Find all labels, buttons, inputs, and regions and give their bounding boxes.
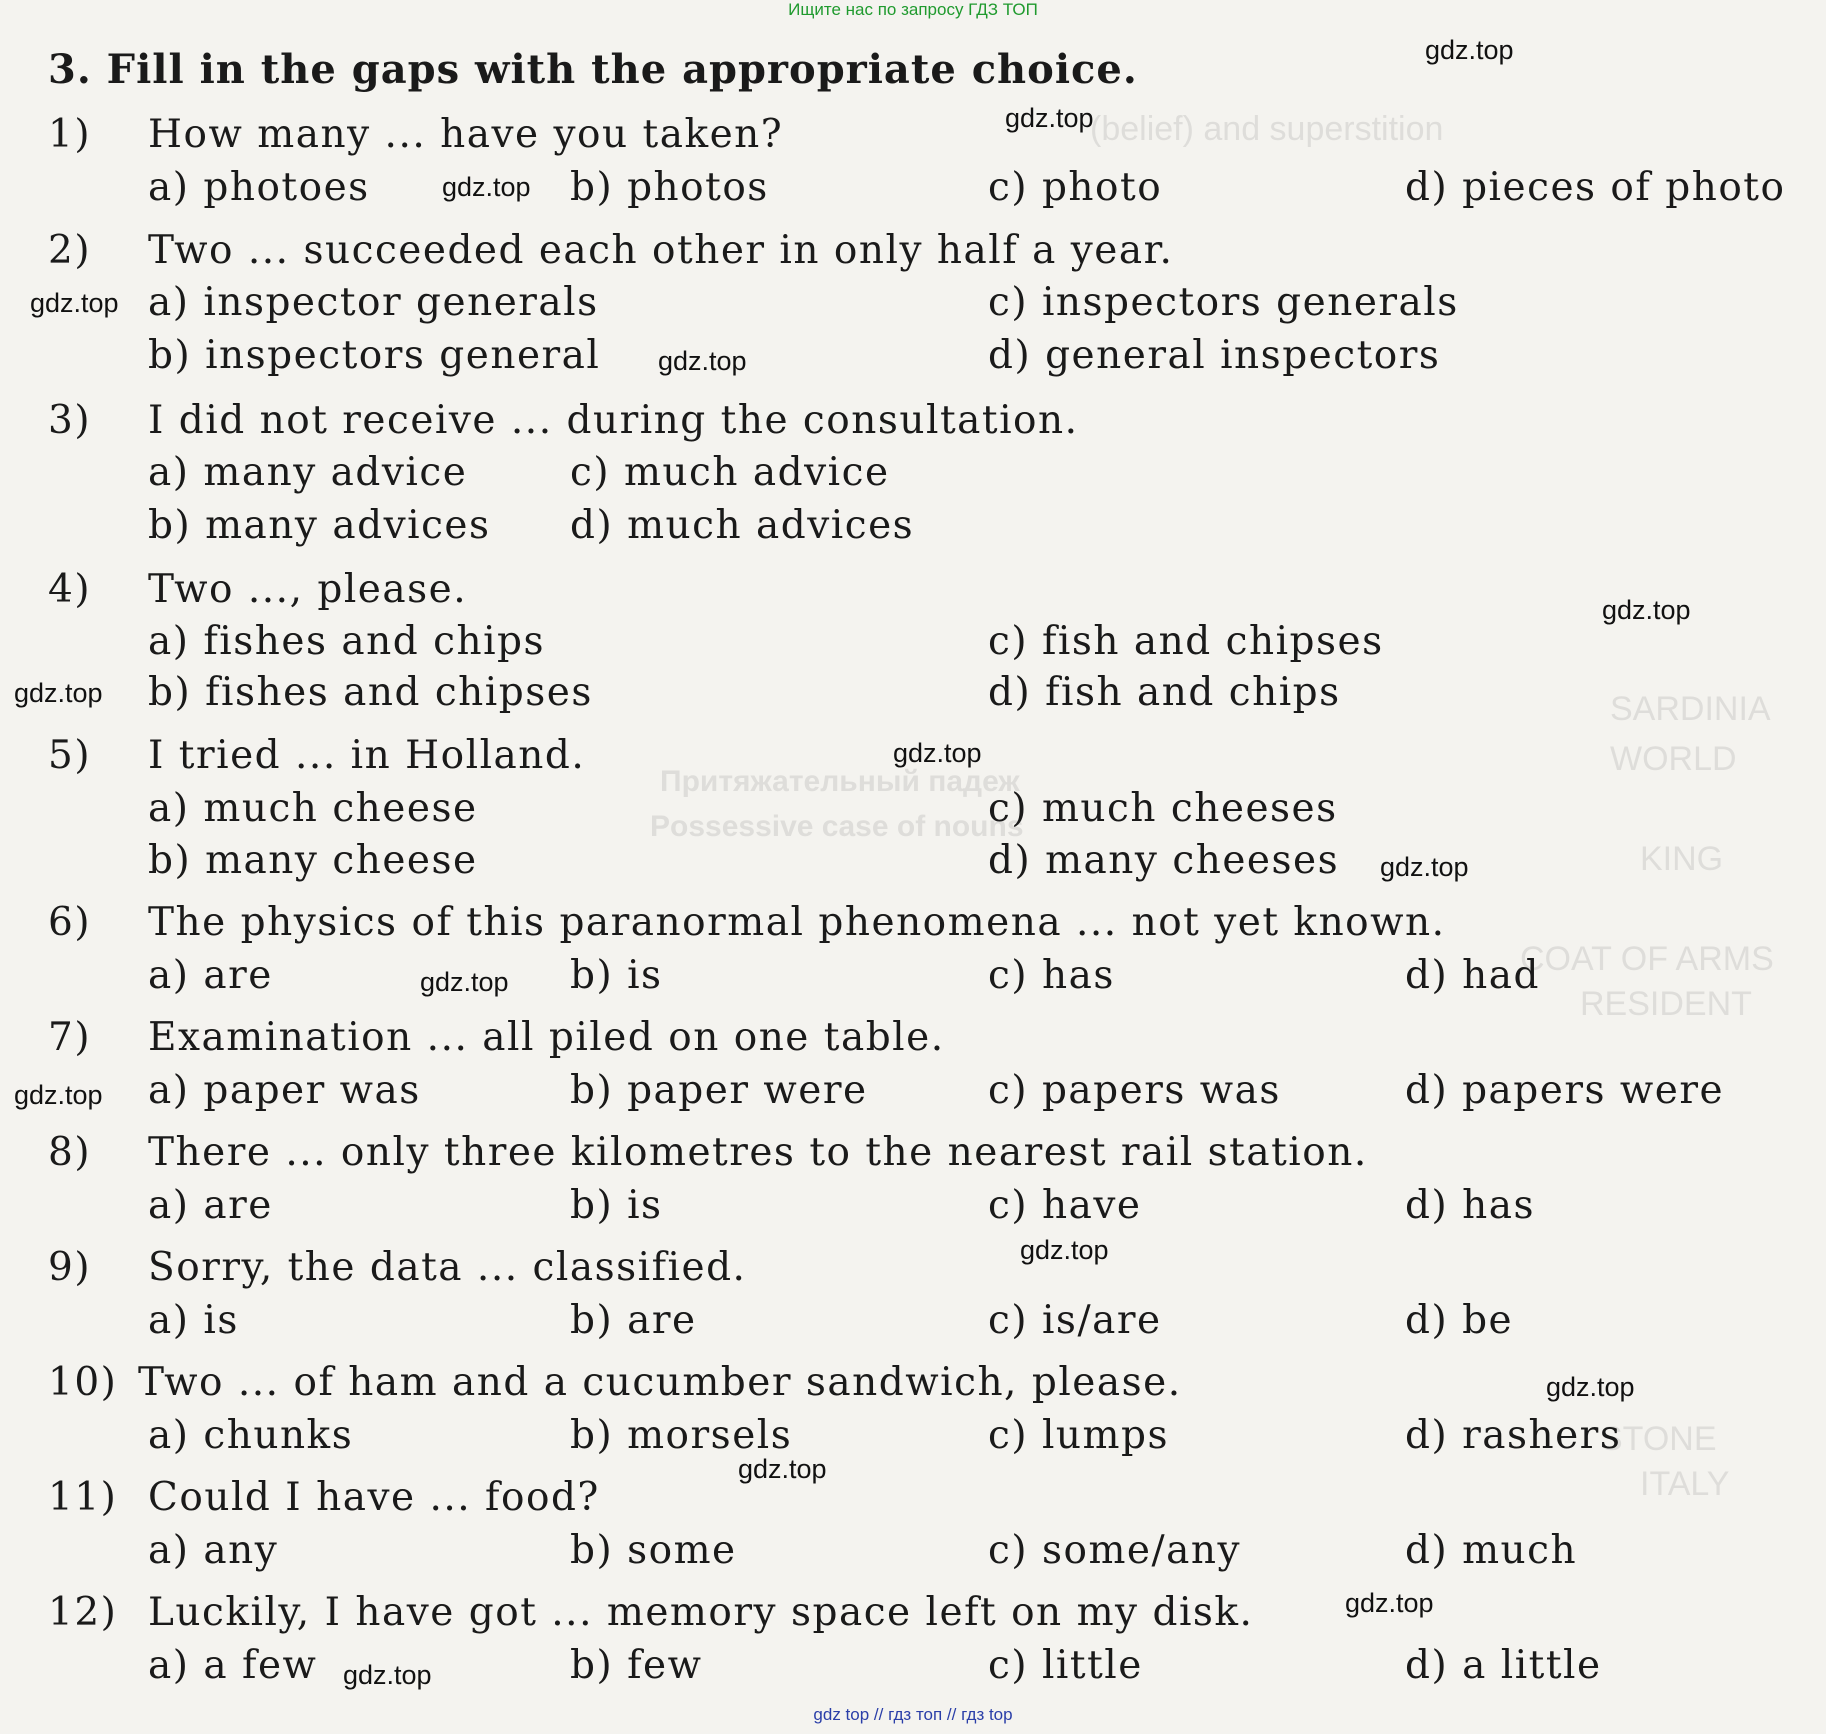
bleed-through-text: WORLD [1610, 740, 1737, 778]
question-10 [48, 1360, 1182, 1405]
option-1a: a) photoes [148, 165, 370, 210]
watermark: gdz.top [893, 738, 982, 768]
watermark: gdz.top [1345, 1588, 1434, 1618]
watermark: gdz.top [658, 346, 747, 376]
question-11 [48, 1475, 600, 1520]
option-10b: b) morsels [570, 1413, 793, 1458]
option-7a: a) paper was [148, 1068, 421, 1113]
watermark: gdz.top [1602, 595, 1691, 625]
question-text: Luckily, I have got ... memory space left on my disk. [148, 1590, 1254, 1635]
watermark: gdz.top [420, 967, 509, 997]
question-number: 2) [48, 228, 92, 273]
question-number: 11) [48, 1475, 118, 1520]
question-3 [48, 398, 1079, 443]
option-4c: c) fish and chipses [988, 619, 1384, 664]
question-text: The physics of this paranormal phenomena ... not yet known. [148, 900, 1446, 945]
watermark: gdz.top [30, 288, 119, 318]
option-4d: d) fish and chips [988, 670, 1341, 715]
option-2b: b) inspectors general [148, 333, 601, 378]
question-6 [48, 900, 1446, 945]
question-4 [48, 567, 467, 612]
question-number: 4) [48, 567, 92, 612]
option-1b: b) photos [570, 165, 769, 210]
option-3d: d) much advices [570, 503, 915, 548]
option-3a: a) many advice [148, 450, 468, 495]
exercise-title: 3. Fill in the gaps with the appropriate choice. [48, 46, 1138, 93]
watermark: gdz.top [343, 1660, 432, 1690]
option-2c: c) inspectors generals [988, 280, 1459, 325]
option-6c: c) has [988, 953, 1115, 998]
option-5a: a) much cheese [148, 786, 478, 831]
question-text: Could I have ... food? [148, 1475, 600, 1520]
question-number: 7) [48, 1015, 92, 1060]
option-12a: a) a few [148, 1643, 318, 1688]
bleed-through-text: Притяжательный падеж [660, 765, 1020, 798]
bottom-banner: gdz top // гдз топ // гдз top [813, 1705, 1013, 1724]
question-12 [48, 1590, 1253, 1635]
question-text: Examination ... all piled on one table. [148, 1015, 945, 1060]
bleed-through-text: ITALY [1640, 1465, 1730, 1503]
option-3b: b) many advices [148, 503, 491, 548]
option-8d: d) has [1405, 1183, 1535, 1228]
question-9 [48, 1245, 746, 1290]
option-11b: b) some [570, 1528, 737, 1573]
question-text: I did not receive ... during the consultation. [148, 398, 1079, 443]
watermark: gdz.top [738, 1454, 827, 1484]
question-number: 5) [48, 733, 92, 778]
option-11d: d) much [1405, 1528, 1578, 1573]
option-5d: d) many cheeses [988, 838, 1340, 883]
question-number: 9) [48, 1245, 92, 1290]
question-text: Two ..., please. [148, 567, 468, 612]
option-6b: b) is [570, 953, 663, 998]
question-8 [48, 1130, 1368, 1175]
bleed-through-text: RESIDENT [1580, 985, 1752, 1023]
question-number: 12) [48, 1590, 118, 1635]
question-text: How many ... have you taken? [148, 112, 784, 157]
option-2a: a) inspector generals [148, 280, 599, 325]
bleed-through-text: (belief) and superstition [1090, 110, 1444, 148]
watermark: gdz.top [14, 678, 103, 708]
watermark: gdz.top [442, 172, 531, 202]
question-text: Sorry, the data ... classified. [148, 1245, 747, 1290]
option-5c: c) much cheeses [988, 786, 1338, 831]
option-10d: d) rashers [1405, 1413, 1622, 1458]
option-8a: a) are [148, 1183, 273, 1228]
bleed-through-text: COAT OF ARMS [1520, 940, 1774, 978]
question-7 [48, 1015, 945, 1060]
option-2d: d) general inspectors [988, 333, 1441, 378]
question-text: I tried ... in Holland. [148, 733, 586, 778]
bleed-through-text: SARDINIA [1610, 690, 1771, 728]
option-9b: b) are [570, 1298, 697, 1343]
option-7d: d) papers were [1405, 1068, 1725, 1113]
question-1 [48, 112, 783, 157]
question-5 [48, 733, 585, 778]
option-11c: c) some/any [988, 1528, 1242, 1573]
option-1c: c) photo [988, 165, 1163, 210]
question-number: 3) [48, 398, 92, 443]
question-text: Two ... succeeded each other in only half a year. [148, 228, 1174, 273]
question-number: 1) [48, 112, 92, 157]
option-8b: b) is [570, 1183, 663, 1228]
option-3c: c) much advice [570, 450, 890, 495]
question-text: Two ... of ham and a cucumber sandwich, please. [138, 1360, 1182, 1405]
option-10c: c) lumps [988, 1413, 1170, 1458]
question-number: 6) [48, 900, 92, 945]
option-9a: a) is [148, 1298, 239, 1343]
option-10a: a) chunks [148, 1413, 354, 1458]
watermark: gdz.top [1020, 1235, 1109, 1265]
watermark: gdz.top [1546, 1372, 1635, 1402]
bleed-through-text: KING [1640, 840, 1724, 878]
option-12b: b) few [570, 1643, 703, 1688]
option-4b: b) fishes and chipses [148, 670, 593, 715]
option-9c: c) is/are [988, 1298, 1162, 1343]
bleed-through-text: STONE [1600, 1420, 1717, 1458]
option-6a: a) are [148, 953, 273, 998]
option-9d: d) be [1405, 1298, 1514, 1343]
option-5b: b) many cheese [148, 838, 478, 883]
option-12d: d) a little [1405, 1643, 1602, 1688]
question-number: 8) [48, 1130, 92, 1175]
bleed-through-text: Possessive case of nouns [650, 810, 1024, 843]
option-7c: c) papers was [988, 1068, 1281, 1113]
watermark: gdz.top [1005, 103, 1094, 133]
option-6d: d) had [1405, 953, 1540, 998]
option-1d: d) pieces of photo [1405, 165, 1786, 210]
watermark: gdz.top [1425, 35, 1514, 65]
option-8c: c) have [988, 1183, 1142, 1228]
option-4a: a) fishes and chips [148, 619, 546, 664]
option-7b: b) paper were [570, 1068, 868, 1113]
option-11a: a) any [148, 1528, 279, 1573]
top-banner: Ищите нас по запросу ГДЗ ТОП [788, 0, 1038, 19]
question-number: 10) [48, 1360, 118, 1405]
question-2 [48, 228, 1173, 273]
question-text: There ... only three kilometres to the nearest rail station. [148, 1130, 1368, 1175]
watermark: gdz.top [1380, 852, 1469, 882]
watermark: gdz.top [14, 1080, 103, 1110]
option-12c: c) little [988, 1643, 1143, 1688]
